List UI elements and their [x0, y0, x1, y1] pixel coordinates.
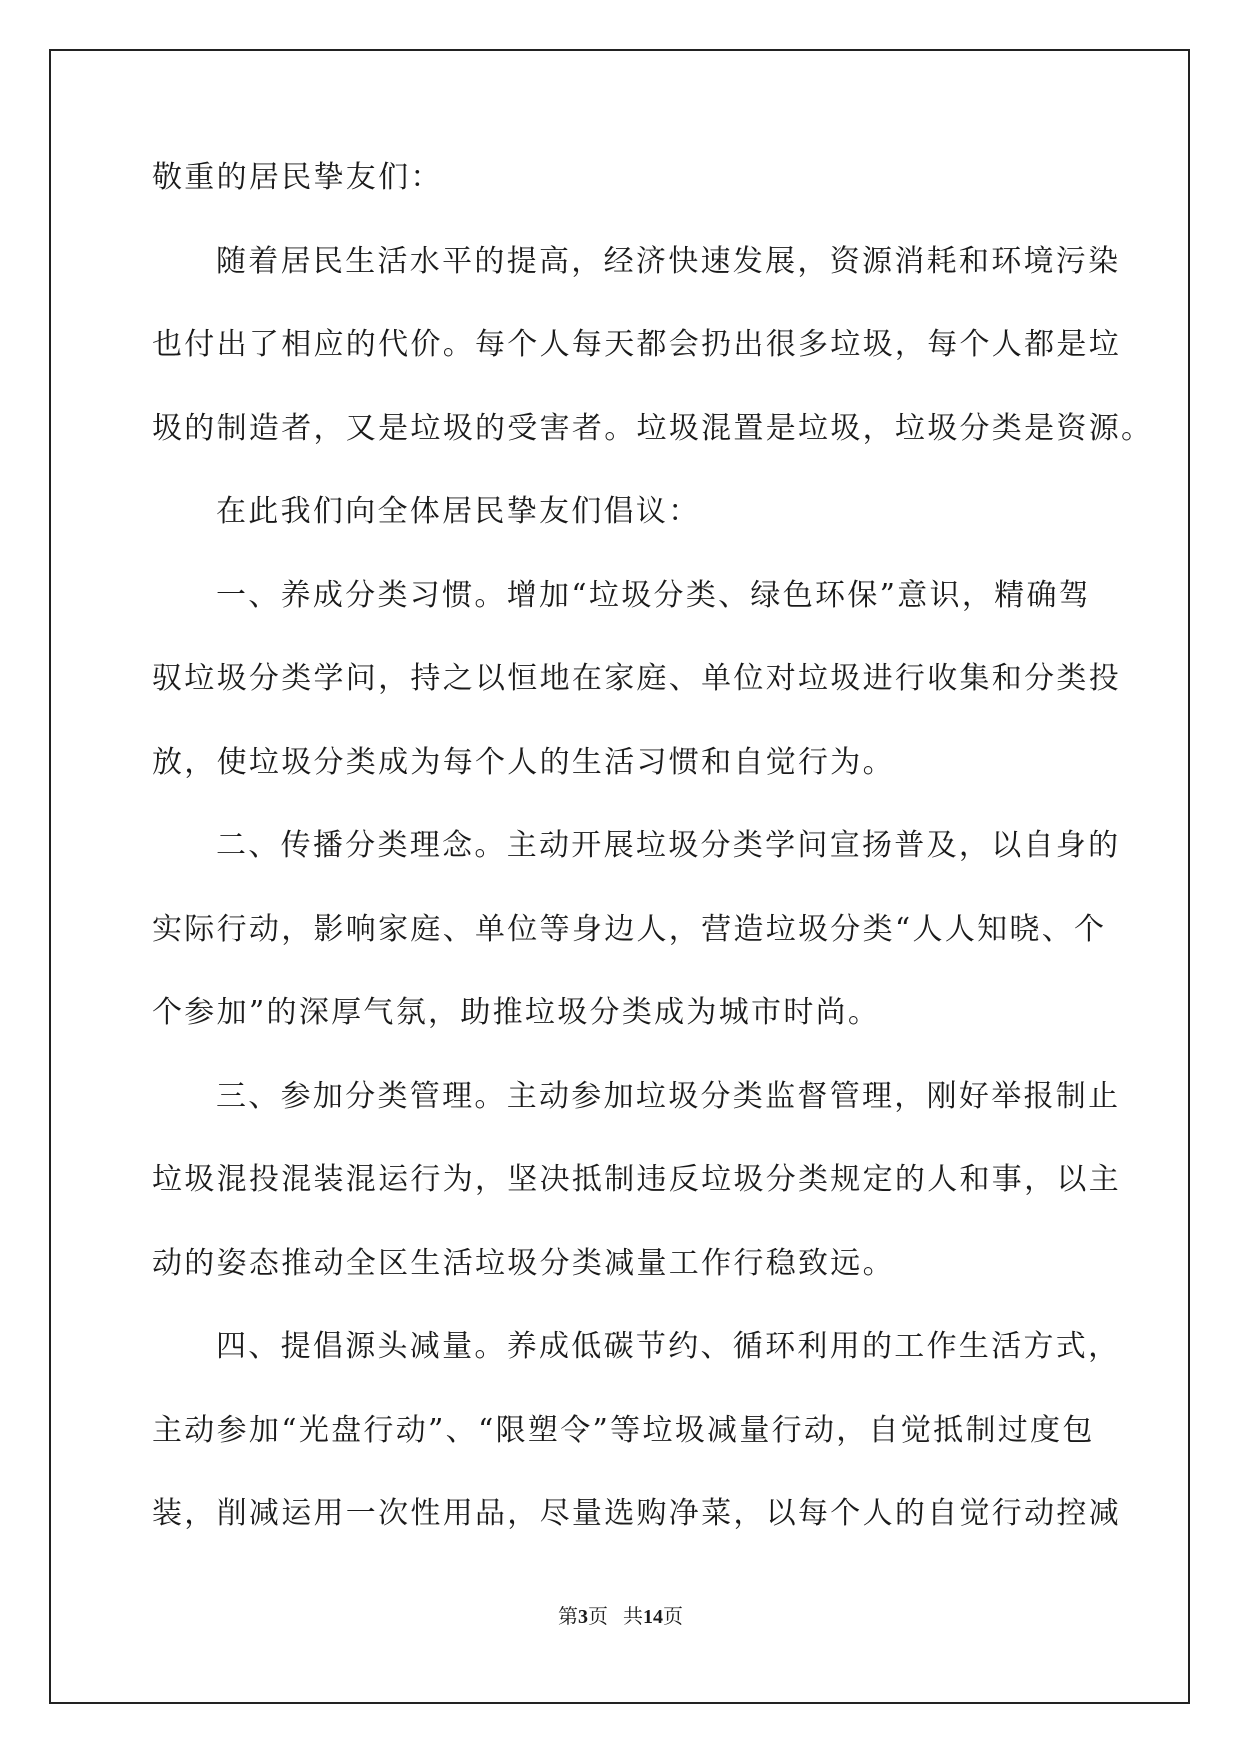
text-line: 个参加”的深厚气氛，助推垃圾分类成为城市时尚。	[152, 995, 881, 1030]
page-number: 3	[578, 1606, 588, 1628]
text-line: 四、提倡源头减量。养成低碳节约、循环利用的工作生活方式，	[216, 1329, 1121, 1364]
text-line: 也付出了相应的代价。每个人每天都会扔出很多垃圾，每个人都是垃	[152, 327, 1121, 362]
text-line: 在此我们向全体居民挚友们倡议：	[216, 494, 701, 529]
text-line: 主动参加“光盘行动”、“限塑令”等垃圾减量行动，自觉抵制过度包	[152, 1412, 1095, 1448]
text-line: 实际行动，影响家庭、单位等身边人，营造垃圾分类“人人知晓、个	[152, 911, 1107, 947]
text-line: 垃圾混投混装混运行为，坚决抵制违反垃圾分类规定的人和事，以主	[152, 1162, 1121, 1197]
text-line: 随着居民生活水平的提高，经济快速发展，资源消耗和环境污染	[216, 243, 1121, 279]
text-line: 放，使垃圾分类成为每个人的生活习惯和自觉行为。	[152, 744, 895, 780]
text-line: 三、参加分类管理。主动参加垃圾分类监督管理，刚好举报制止	[216, 1078, 1121, 1114]
page-suffix: 页	[588, 1606, 608, 1628]
document-body	[152, 148, 1154, 1568]
page-prefix: 第	[558, 1606, 578, 1628]
total-pages: 14	[643, 1606, 663, 1628]
text-line: 动的姿态推动全区生活垃圾分类减量工作行稳致远。	[152, 1245, 895, 1281]
total-prefix: 共	[623, 1606, 643, 1628]
text-line: 驭垃圾分类学问，持之以恒地在家庭、单位对垃圾进行收集和分类投	[152, 661, 1121, 696]
text-line: 装，削减运用一次性用品，尽量选购净菜，以每个人的自觉行动控减	[152, 1496, 1121, 1531]
total-suffix: 页	[663, 1606, 683, 1628]
text-line: 敬重的居民挚友们：	[152, 160, 443, 195]
page-footer	[0, 1600, 1241, 1629]
text-line: 二、传播分类理念。主动开展垃圾分类学问宣扬普及，以自身的	[216, 828, 1121, 863]
text-line: 一、养成分类习惯。增加“垃圾分类、绿色环保”意识，精确驾	[216, 577, 1092, 613]
text-line: 圾的制造者，又是垃圾的受害者。垃圾混置是垃圾，垃圾分类是资源。	[152, 410, 1154, 446]
